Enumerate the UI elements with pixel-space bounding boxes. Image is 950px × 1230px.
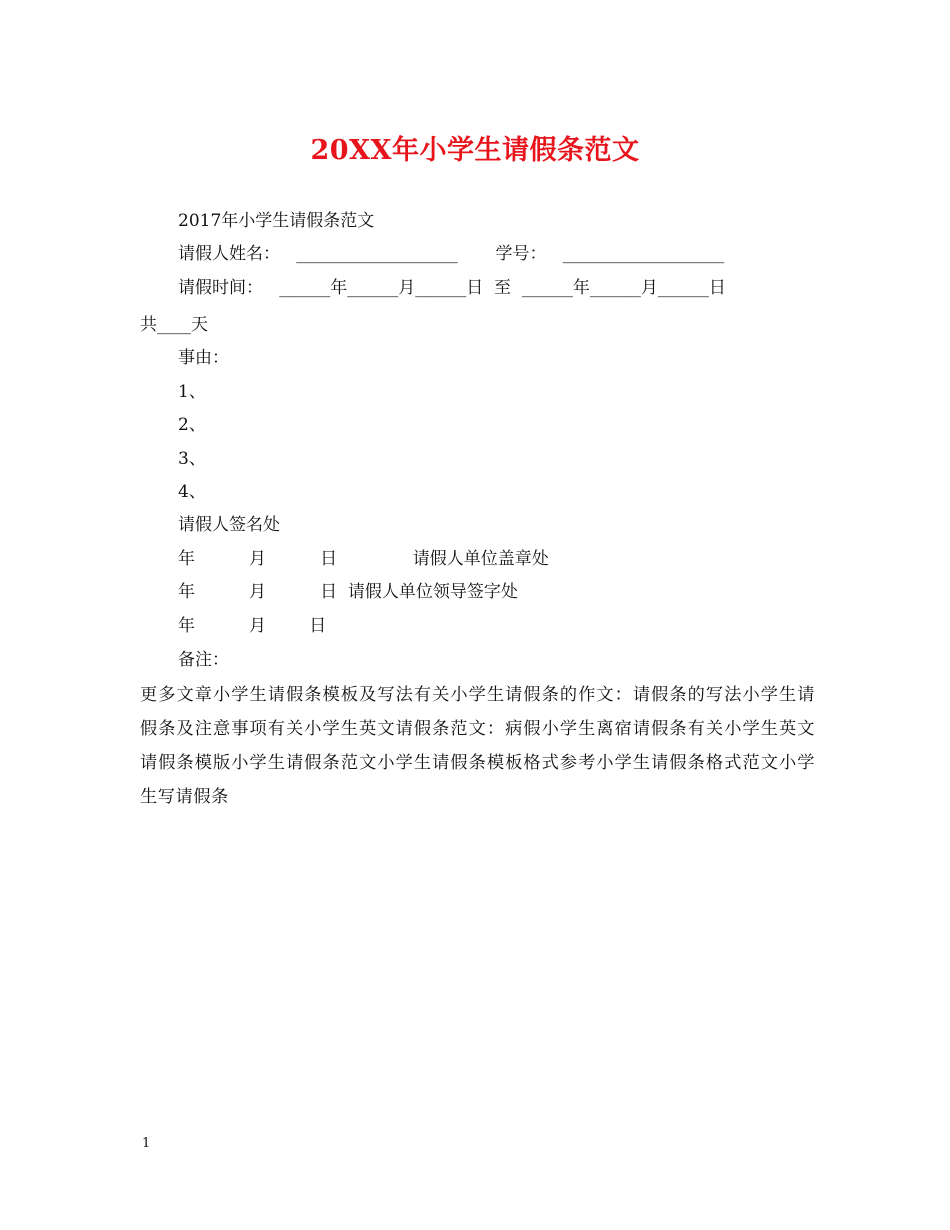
time-line: 请假时间： ______年______月______日 至 ______年______月______日: [178, 278, 726, 298]
related-articles-paragraph: 更多文章小学生请假条模板及写法有关小学生请假条的作文：请假条的写法小学生请假条及注意事项有关小学生英文请假条范文：病假小学生离宿请假条有关小学生英文请假条模版小学生请假条范文小学生请假条模板格式参考小学生请假条格式范文小学生写请假条: [140, 685, 815, 807]
subtitle: 2017年小学生请假条范文: [178, 211, 375, 231]
page-number: 1: [142, 1136, 151, 1151]
reason-item-3: 3、: [178, 449, 206, 469]
name-line: 请假人姓名： ___________________ 学号： ___________________: [178, 244, 725, 264]
reason-item-2: 2、: [178, 415, 206, 435]
signature-label: 请假人签名处: [178, 515, 280, 535]
date-line-leader: 年 月 日 请假人单位领导签字处: [178, 582, 518, 602]
reason-item-4: 4、: [178, 482, 206, 502]
reason-label: 事由：: [178, 348, 229, 368]
date-line-seal: 年 月 日 请假人单位盖章处: [178, 549, 549, 569]
days-line: 共____天: [140, 315, 208, 335]
remark-label: 备注：: [178, 650, 229, 670]
document-title: 20XX年小学生请假条范文: [310, 135, 640, 166]
date-line-final: 年 月 日: [178, 616, 327, 636]
reason-item-1: 1、: [178, 382, 206, 402]
